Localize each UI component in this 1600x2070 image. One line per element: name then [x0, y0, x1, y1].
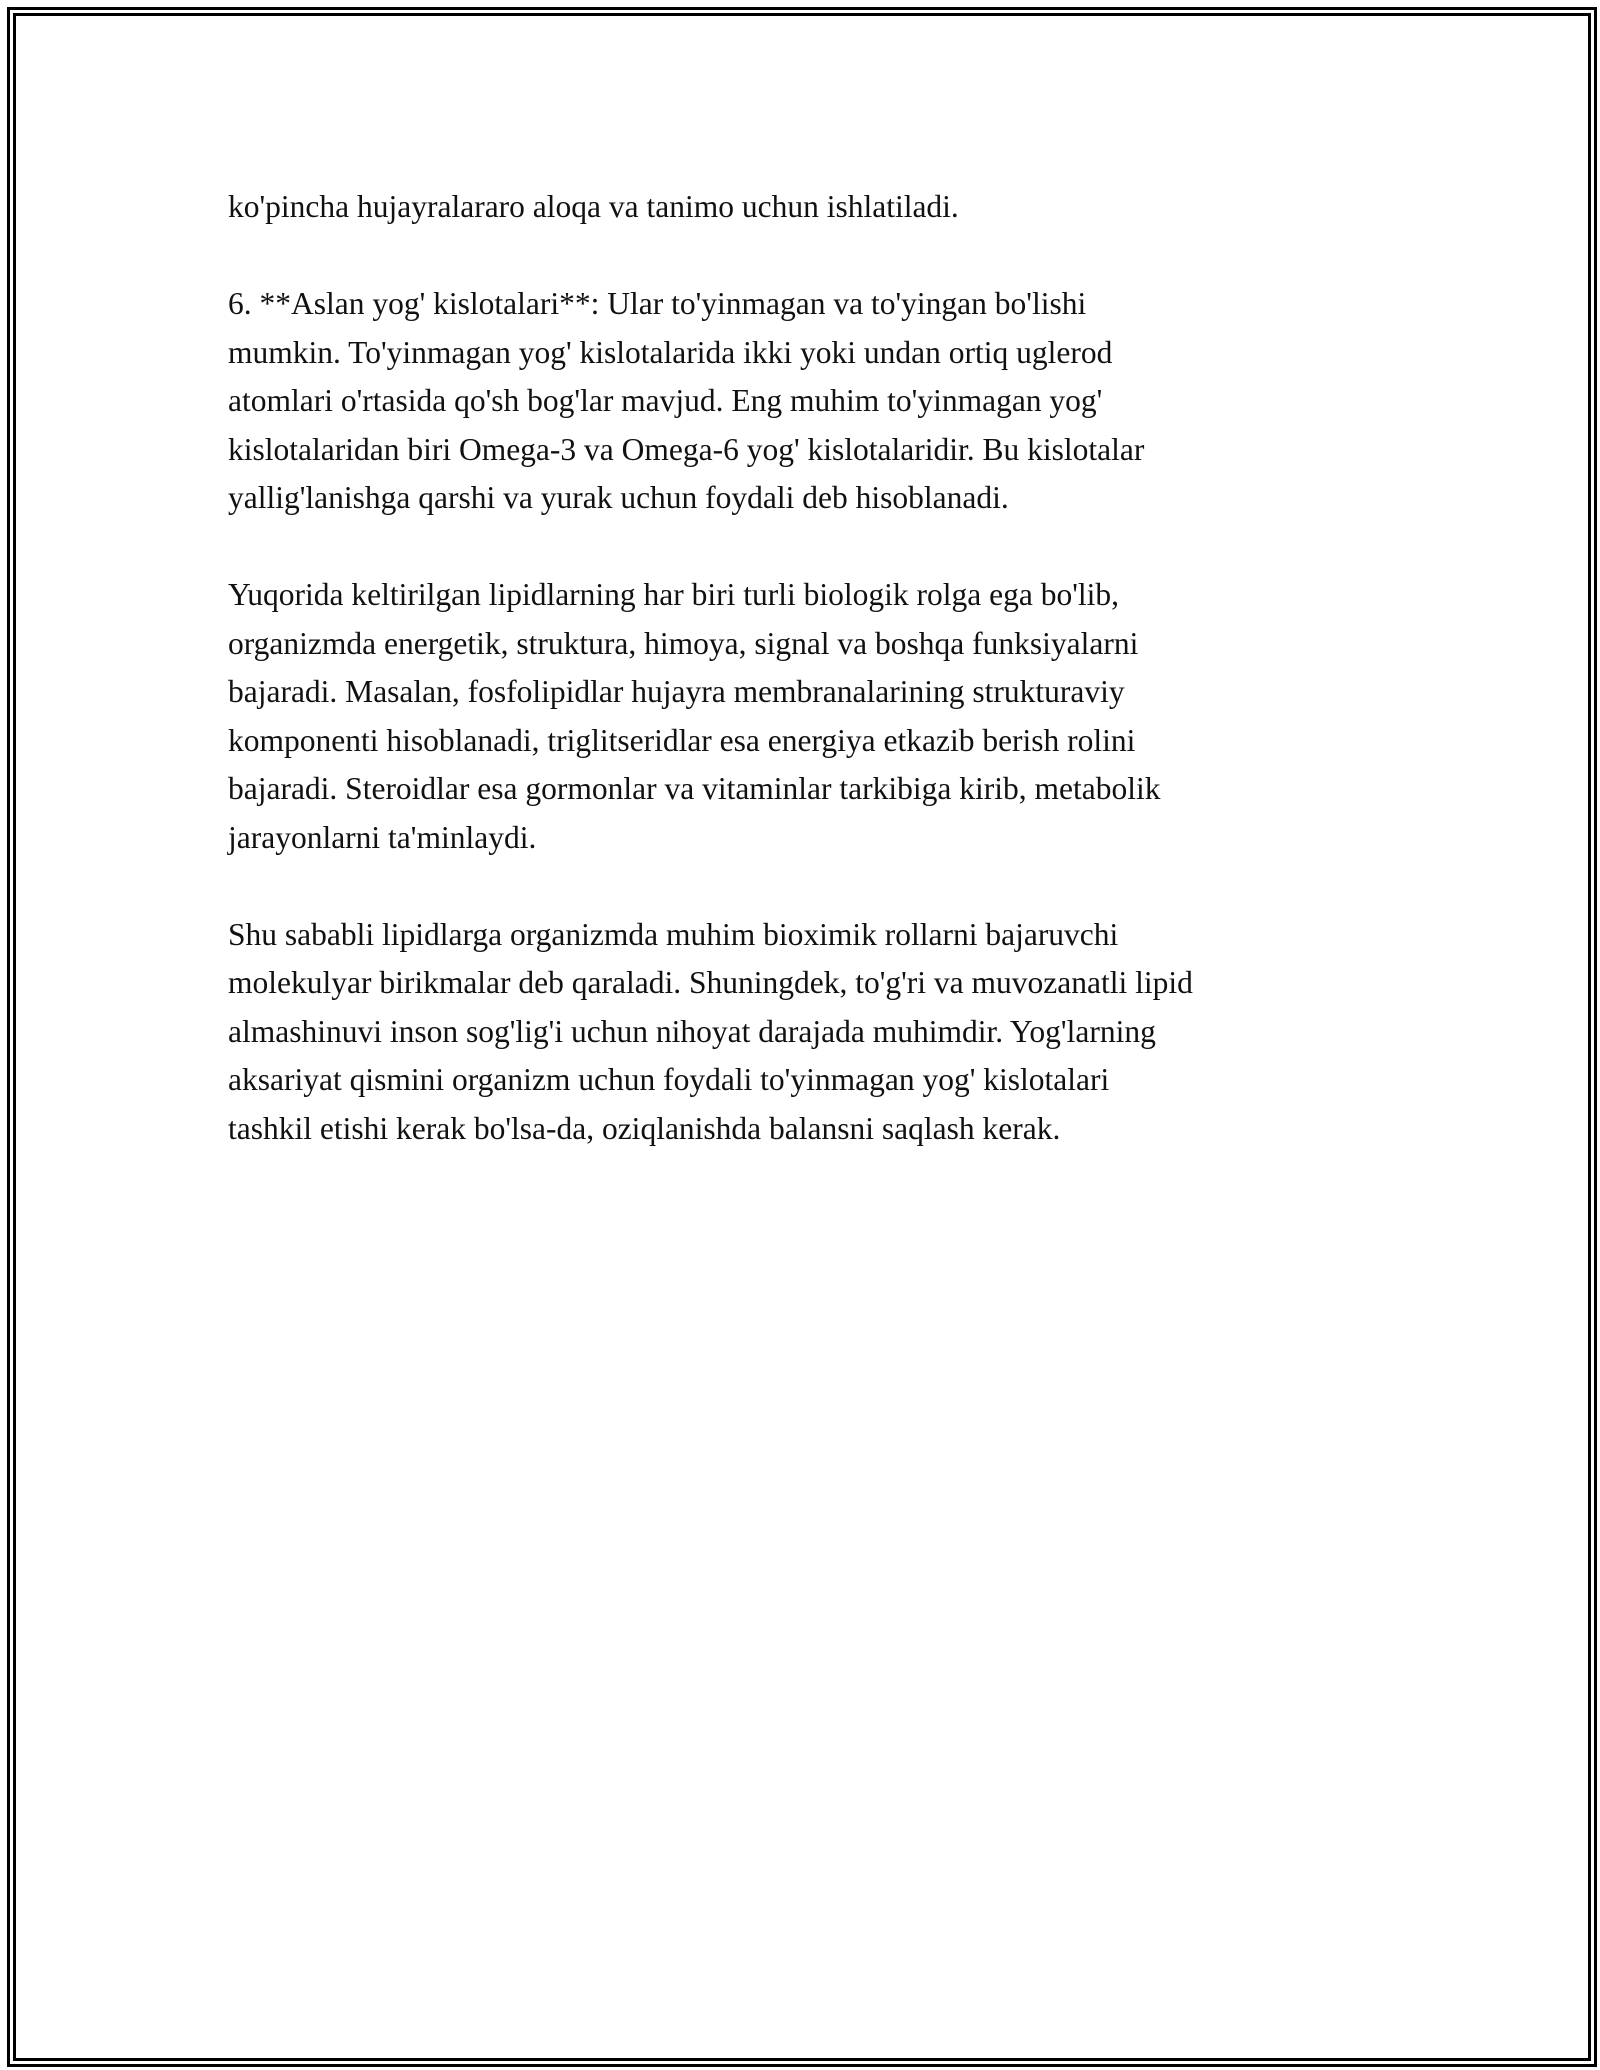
paragraph-continuation: ko'pincha hujayralararo aloqa va tanimo uchun ishlatiladi. — [228, 189, 959, 224]
paragraph-fatty-acids: 6. **Aslan yog' kislotalari**: Ular to'yinmagan va to'yingan bo'lishi mumkin. To'yinmagan yog' kislotalarida ikki yoki undan ortiq uglerod atomlari o'rtasida qo'sh bog'lar mavjud. Eng muhim to'yinmagan yog' kislotalaridan biri Omega-3 va Omega-6 yog' kislotalaridir. Bu kislotalar yallig'lanishga qarshi va yurak uchun foydali deb hisoblanadi. — [228, 286, 1145, 515]
document-body — [228, 183, 1388, 1202]
paragraph-lipid-roles: Yuqorida keltirilgan lipidlarning har biri turli biologik rolga ega bo'lib, organizmda energetik, struktura, himoya, signal va boshqa funksiyalarni bajaradi. Masalan, fosfolipidlar hujayra membranalarining strukturaviy komponenti hisoblanadi, triglitseridlar esa energiya etkazib berish rolini bajaradi. Steroidlar esa gormonlar va vitaminlar tarkibiga kirib, metabolik jarayonlarni ta'minlaydi. — [228, 577, 1161, 855]
paragraph-conclusion: Shu sababli lipidlarga organizmda muhim bioximik rollarni bajaruvchi molekulyar birikmalar deb qaraladi. Shuningdek, to'g'ri va muvozanatli lipid almashinuvi inson sog'lig'i uchun nihoyat darajada muhimdir. Yog'larning aksariyat qismini organizm uchun foydali to'yinmagan yog' kislotalari tashkil etishi kerak bo'lsa-da, oziqlanishda balansni saqlash kerak. — [228, 916, 1193, 1146]
